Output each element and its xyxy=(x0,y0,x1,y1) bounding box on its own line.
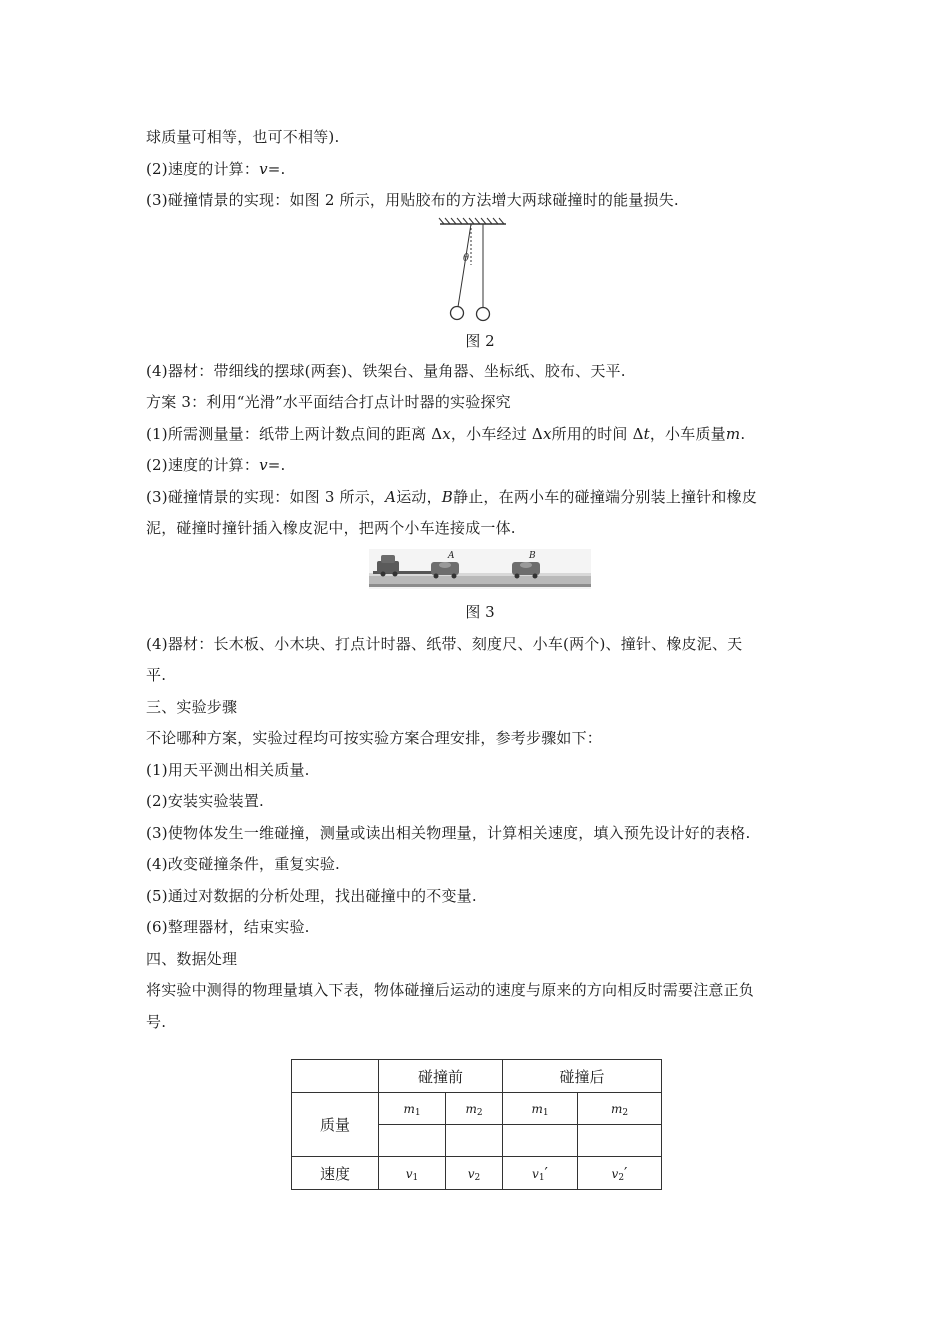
cell-m2-before-value xyxy=(446,1125,503,1157)
section-heading: 四、数据处理 xyxy=(146,949,238,968)
text-line: (1)用天平测出相关质量. xyxy=(146,760,310,779)
text-line: (4)器材：长木板、小木块、打点计时器、纸带、刻度尺、小车(两个)、撞针、橡皮泥、天 xyxy=(146,634,743,653)
cell-m2-after-value xyxy=(578,1125,662,1157)
figure-2-caption: 图 2 xyxy=(465,331,495,350)
cell-m1-after-value xyxy=(503,1125,578,1157)
text-line: 号. xyxy=(146,1012,167,1031)
text-line: (3)使物体发生一维碰撞，测量或读出相关物理量，计算相关速度，填入预先设计好的表格. xyxy=(146,823,751,842)
cart-a-label: A xyxy=(448,550,455,561)
text-line: (2)速度的计算：v=. xyxy=(146,456,286,474)
text-line: (5)通过对数据的分析处理，找出碰撞中的不变量. xyxy=(146,886,477,905)
text-line: (4)器材：带细线的摆球(两套)、铁架台、量角器、坐标纸、胶布、天平. xyxy=(146,361,626,380)
figure-3-carts xyxy=(146,545,814,595)
cell-v1-after: $v_1'$ xyxy=(503,1157,578,1190)
text-line: 泥，碰撞时撞针插入橡皮泥中，把两个小车连接成一体. xyxy=(146,519,516,537)
cell-m1-before-value xyxy=(379,1125,446,1157)
text-line: (2)安装实验装置. xyxy=(146,792,265,810)
text-line: 将实验中测得的物理量填入下表，物体碰撞后运动的速度与原来的方向相反时需要注意正负 xyxy=(146,981,755,999)
carts-photo xyxy=(369,549,591,589)
text-line: (1)所需测量量：纸带上两计数点间的距离 Δx，小车经过 Δx所用的时间 Δt，小车质量m. xyxy=(146,424,746,443)
text-line: 方案 3：利用“光滑”水平面结合打点计时器的实验探究 xyxy=(146,393,511,411)
text-line: 球质量可相等，也可不相等). xyxy=(146,128,340,146)
text-line: (6)整理器材，结束实验. xyxy=(146,918,310,936)
theta-label: θ xyxy=(463,252,470,264)
section-heading: 三、实验步骤 xyxy=(146,697,238,716)
document-body xyxy=(146,122,814,1038)
table-corner-cell xyxy=(292,1060,379,1093)
text-line: 平. xyxy=(146,666,167,684)
row-label-speed: 速度 xyxy=(292,1157,379,1190)
cell-m2-before: $m_2$ xyxy=(446,1093,503,1125)
figure-3-caption: 图 3 xyxy=(465,602,495,621)
text-line: 不论哪种方案，实验过程均可按实验方案合理安排，参考步骤如下： xyxy=(146,729,603,747)
pendulum-diagram xyxy=(420,217,540,326)
cell-v2-before: $v_2$ xyxy=(446,1157,503,1190)
header-after: 碰撞后 xyxy=(503,1060,662,1093)
cell-v1-before: $v_1$ xyxy=(379,1157,446,1190)
cell-v2-after: $v_2'$ xyxy=(578,1157,662,1190)
figure-2-pendulum xyxy=(146,217,814,326)
row-label-mass: 质量 xyxy=(292,1093,379,1157)
data-table xyxy=(291,1059,662,1190)
text-line: (2)速度的计算：v=. xyxy=(146,159,286,178)
text-line: (3)碰撞情景的实现：如图 2 所示，用贴胶布的方法增大两球碰撞时的能量损失. xyxy=(146,191,679,209)
text-line: (3)碰撞情景的实现：如图 3 所示，A运动，B静止，在两小车的碰撞端分别装上撞针和橡皮 xyxy=(146,487,758,506)
cell-m1-before: $m_1$ xyxy=(379,1093,446,1125)
text-line: (4)改变碰撞条件，重复实验. xyxy=(146,855,341,873)
cell-m2-after: $m_2$ xyxy=(578,1093,662,1125)
header-before: 碰撞前 xyxy=(379,1060,503,1093)
cart-b-label: B xyxy=(529,550,536,561)
cell-m1-after: $m_1$ xyxy=(503,1093,578,1125)
